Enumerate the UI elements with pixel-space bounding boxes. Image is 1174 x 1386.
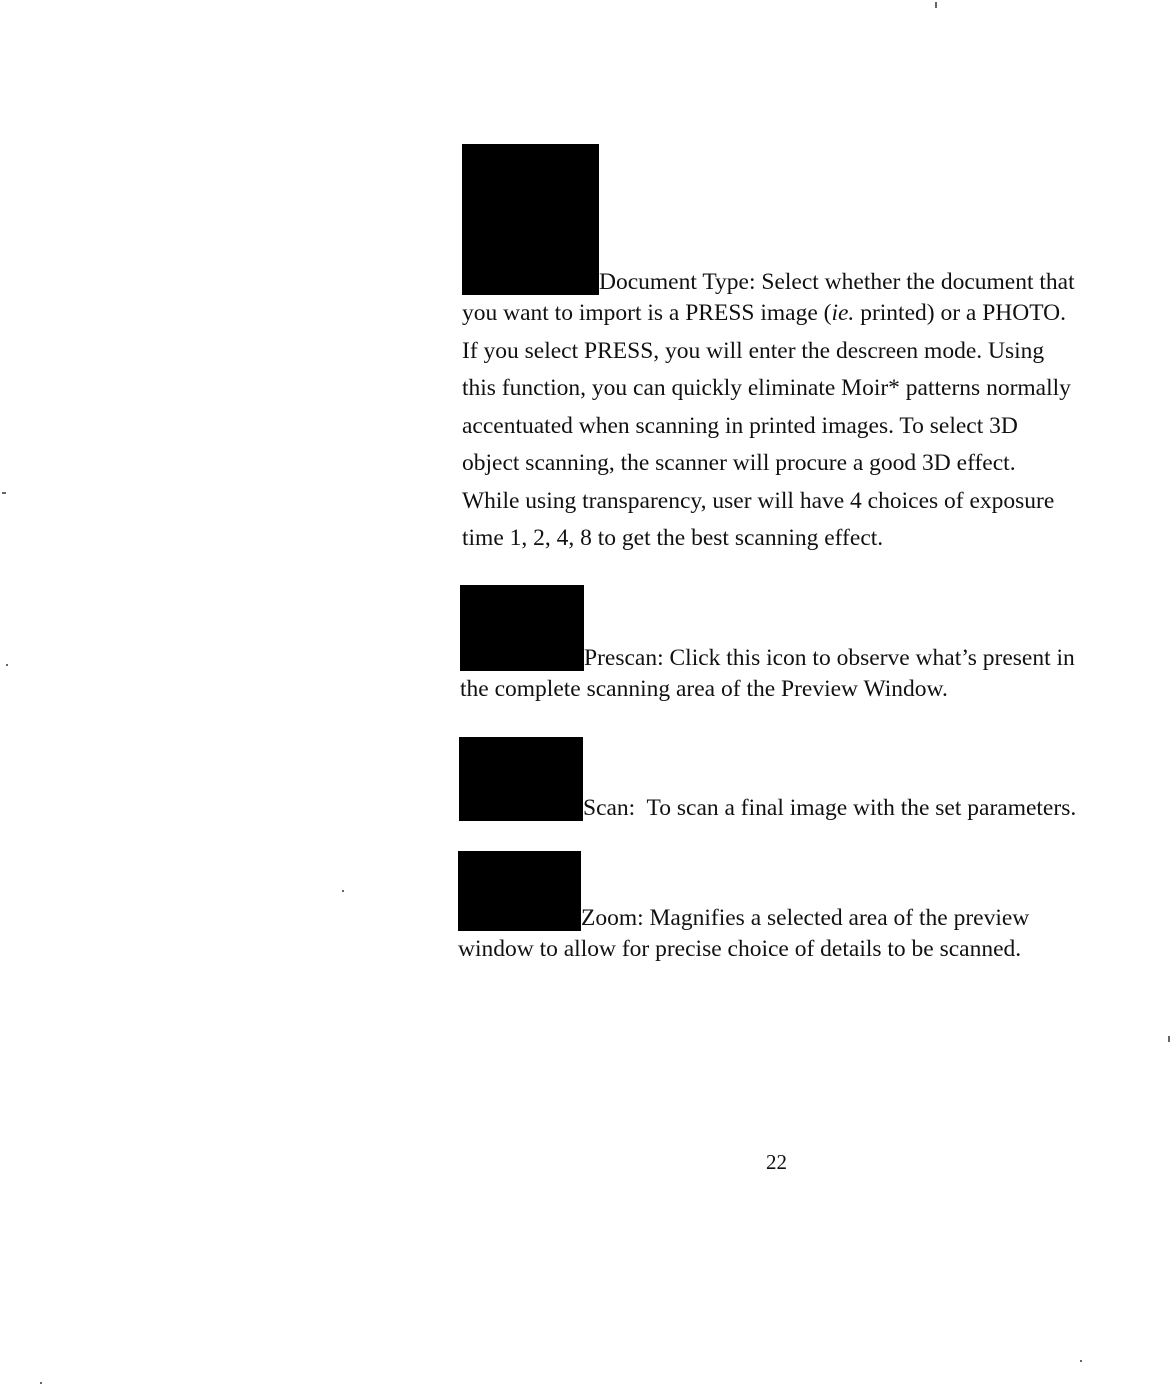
scan-speck [1168, 1036, 1170, 1042]
scan-icon [459, 737, 583, 821]
document-type-section [462, 144, 1122, 558]
document-type-heading-line [462, 144, 1122, 295]
scan-speck [6, 664, 8, 666]
document-type-line-5: accentuated when scanning in printed images. To select 3D [462, 412, 1018, 439]
scan-section [459, 737, 1119, 821]
zoom-line-1: Zoom: Magnifies a selected area of the preview [581, 905, 1030, 931]
ie-abbreviation: ie. [831, 300, 855, 326]
zoom-line-2: window to allow for precise choice of details to be scanned. [458, 936, 1022, 962]
prescan-line-2: the complete scanning area of the Preview Window. [460, 676, 948, 702]
document-type-line-7: While using transparency, user will have 4 choices of exposure [462, 487, 1055, 514]
scan-speck [342, 890, 344, 892]
scan-heading-line [459, 737, 1119, 821]
page-number: 22 [766, 1150, 787, 1174]
document-type-line-8: time 1, 2, 4, 8 to get the best scanning effect. [462, 525, 884, 551]
document-type-line-2: you want to import is a PRESS image (ie. printed) or a PHOTO. [462, 300, 1066, 326]
prescan-line-1: Prescan: Click this icon to observe what’s present in [584, 645, 1075, 671]
zoom-icon [458, 851, 581, 931]
scan-speck [1080, 1360, 1082, 1362]
document-type-line-3: If you select PRESS, you will enter the descreen mode. Using [462, 337, 1045, 364]
scan-line-1: Scan: To scan a final image with the set parameters. [583, 795, 1077, 821]
scan-speck [935, 2, 937, 8]
prescan-heading-line [460, 585, 1120, 671]
scan-speck [40, 1382, 42, 1384]
zoom-heading-line [458, 851, 1118, 931]
document-type-icon [462, 144, 599, 295]
document-type-line-1: Document Type: Select whether the document that [599, 269, 1075, 295]
document-type-line-6: object scanning, the scanner will procure a good 3D effect. [462, 450, 1016, 476]
scan-speck [2, 492, 6, 494]
document-type-line-4: this function, you can quickly eliminate Moir* patterns normally [462, 375, 1071, 401]
prescan-section [460, 585, 1120, 709]
prescan-icon [460, 585, 584, 671]
zoom-section [458, 851, 1118, 969]
